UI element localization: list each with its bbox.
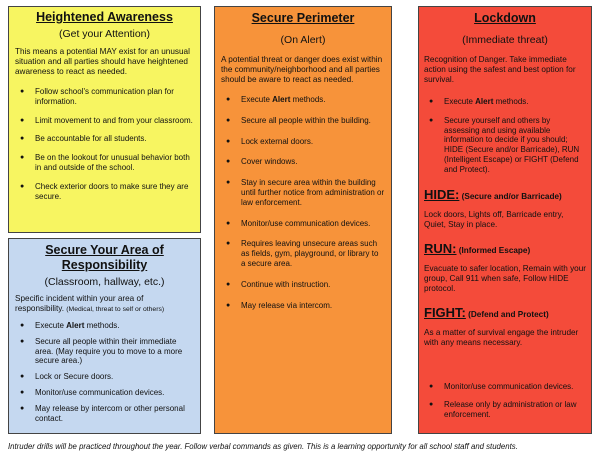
panel-title: Heightened Awareness: [36, 10, 173, 24]
secure-area-panel: [8, 238, 201, 434]
heightened-awareness-panel: [8, 6, 201, 233]
list-item: ● Limit movement to and from your classroom.: [17, 116, 194, 126]
list-item: ● Continue with instruction.: [223, 280, 385, 290]
lockdown-panel: [418, 6, 592, 434]
footer-note: Intruder drills will be practiced throughout the year. Follow verbal commands as given. This is a learning opportunity for all school staff and students.: [8, 442, 518, 451]
fight-heading: [424, 304, 586, 322]
run-subtitle: (Informed Escape): [456, 245, 531, 255]
panel-title: Lockdown: [474, 11, 536, 25]
panel-subtitle: (Immediate threat): [462, 34, 548, 46]
list-item: ● Monitor/use communication devices.: [426, 382, 586, 392]
hide-label: HIDE:: [424, 186, 460, 202]
panel-subtitle: (Classroom, hallway, etc.): [44, 276, 165, 288]
bullet-list: [17, 87, 194, 201]
list-item: ● Be accountable for all students.: [17, 134, 194, 144]
run-label: RUN:: [424, 240, 457, 256]
bullet-prefix: Execute: [444, 97, 476, 106]
panel-intro: [15, 294, 194, 315]
bullet-suffix: methods.: [84, 321, 120, 330]
list-item: ● Secure all people within their immediate area. (May require you to move to a more secure area.): [17, 337, 194, 366]
panel-title-line1: Secure Your Area of: [45, 243, 164, 257]
secure-perimeter-panel: [214, 6, 392, 434]
list-item: ● Check exterior doors to make sure they are secure.: [17, 182, 194, 202]
list-item: ● Lock external doors.: [223, 137, 385, 147]
list-item: ● Secure yourself and others by assessing and using available information to decide if you should; HIDE (Secure and/or Barricade), RUN (Intelligent Escape) or FIGHT (Defend and Protect).: [426, 116, 586, 175]
panel-intro: Recognition of Danger. Take immediate action using the safest and best option for survival.: [424, 55, 576, 84]
panel-title: [9, 243, 200, 273]
panel-subtitle: (On Alert): [280, 34, 326, 46]
fight-subtitle: (Defend and Protect): [465, 309, 549, 319]
bullet-list: [223, 95, 385, 310]
fight-label: FIGHT:: [424, 304, 466, 320]
hide-heading: [424, 186, 586, 204]
fight-text: As a matter of survival engage the intruder with any means necessary.: [424, 327, 579, 347]
bullet-bold: Alert: [272, 95, 291, 104]
bullet-bold: Alert: [475, 97, 494, 106]
list-item: [426, 97, 586, 107]
list-item: [223, 95, 385, 105]
intro-small-text: (Medical, threat to self or others): [66, 306, 165, 313]
panel-intro: A potential threat or danger does exist within the community/neighborhood and all parties should be aware to react as needed.: [221, 55, 383, 84]
panel-title-line2: Responsibility: [61, 258, 148, 272]
hide-subtitle: (Secure and/or Barricade): [459, 191, 562, 201]
bullet-list: [17, 321, 194, 423]
list-item: ● May release via intercom.: [223, 301, 385, 311]
list-item: ● Release only by administration or law enforcement.: [426, 400, 586, 420]
list-item: ● Lock or Secure doors.: [17, 372, 194, 382]
list-item: ● Monitor/use communication devices.: [17, 388, 194, 398]
hide-text: Lock doors, Lights off, Barricade entry, Quiet, Stay in place.: [424, 209, 564, 229]
bullet-prefix: Execute: [35, 321, 67, 330]
list-item: ● Monitor/use communication devices.: [223, 219, 385, 229]
list-item: ● Cover windows.: [223, 157, 385, 167]
bullet-bold: Alert: [66, 321, 85, 330]
bullet-suffix: methods.: [290, 95, 326, 104]
intro-text: Specific incident within your area of responsibility.: [15, 294, 144, 313]
list-item: [17, 321, 194, 331]
panel-intro: This means a potential MAY exist for an unusual situation and all parties should have heightened awareness to react as needed.: [15, 47, 190, 76]
list-item: ● May release by intercom or other personal contact.: [17, 404, 194, 424]
list-item: ● Secure all people within the building.: [223, 116, 385, 126]
panel-subtitle: (Get your Attention): [58, 28, 151, 40]
bullet-list: [426, 97, 586, 175]
list-item: ● Requires leaving unsecure areas such as fields, gym, playground, or library to a secure area.: [223, 239, 385, 268]
run-heading: [424, 240, 586, 258]
run-text: Evacuate to safer location, Remain with your group, Call 911 when safe, Follow HIDE protocol.: [424, 263, 587, 293]
list-item: ● Be on the lookout for unusual behavior both in and outside of the school.: [17, 153, 194, 173]
bullet-suffix: methods.: [493, 97, 529, 106]
list-item: ● Follow school's communication plan for information.: [17, 87, 194, 107]
bullet-list-end: [426, 382, 586, 420]
bullet-prefix: Execute: [241, 95, 273, 104]
list-item: ● Stay in secure area within the building until further notice from administration or law enforcement.: [223, 178, 385, 207]
panel-title: Secure Perimeter: [251, 11, 355, 25]
